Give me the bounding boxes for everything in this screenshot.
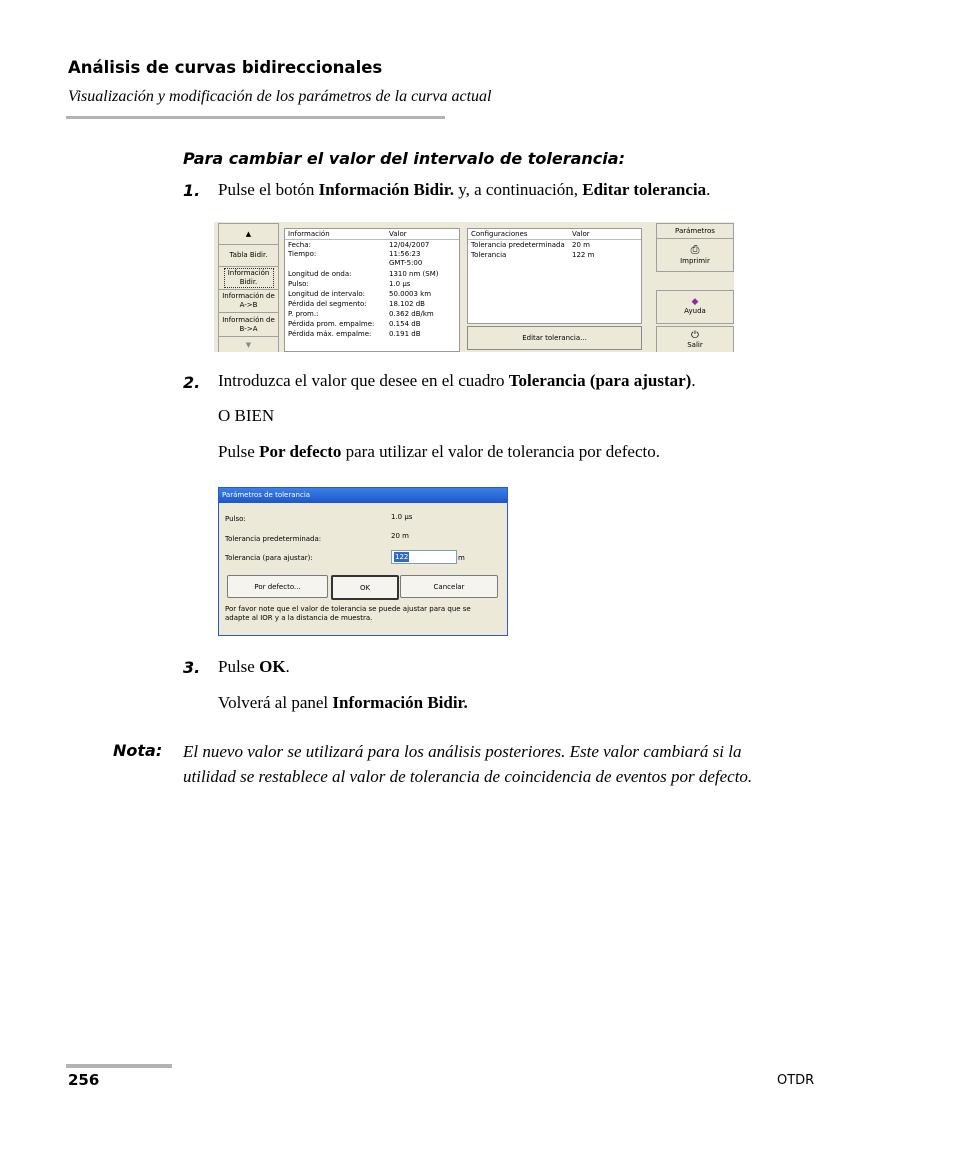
tolerance-input[interactable]: 122 bbox=[391, 550, 457, 564]
edit-tolerance-button[interactable]: Editar tolerancia... bbox=[467, 326, 642, 350]
config-header-name: Configuraciones bbox=[471, 230, 528, 238]
tolerance-dialog bbox=[218, 487, 508, 636]
tab-bidir-table[interactable]: Tabla Bidir. bbox=[218, 244, 279, 267]
note-text: El nuevo valor se utilizará para los análisis posteriores. Este valor cambiará si la utilidad se restablece al valor de tolerancia de coincidencia de eventos por defecto. bbox=[183, 742, 753, 786]
help-button[interactable]: ◆ Ayuda bbox=[656, 290, 734, 324]
step-1-number: 1. bbox=[183, 181, 201, 200]
pulse-label: Pulso: bbox=[225, 515, 246, 523]
exit-button[interactable]: ⏻ Salir bbox=[656, 326, 734, 352]
step-3-number: 3. bbox=[183, 658, 201, 677]
step-2-number: 2. bbox=[183, 373, 201, 392]
dialog-title: Parámetros de tolerancia bbox=[219, 488, 507, 503]
help-book-icon: ◆ bbox=[691, 297, 699, 307]
default-tolerance-label: Tolerancia predeterminada: bbox=[225, 535, 322, 543]
scroll-up-button[interactable] bbox=[218, 223, 279, 245]
header-rule bbox=[66, 116, 445, 119]
tab-bidir-info[interactable]: Información Bidir. bbox=[218, 266, 279, 290]
config-header-value: Valor bbox=[572, 230, 590, 238]
footer-rule bbox=[66, 1064, 172, 1068]
info-header-name: Información bbox=[288, 230, 330, 238]
section-subtitle: Visualización y modificación de los parámetros de la curva actual bbox=[68, 88, 492, 105]
printer-icon: ⎙ bbox=[690, 243, 700, 256]
note-label: Nota: bbox=[113, 741, 163, 760]
config-panel: Configuraciones Valor Tolerancia predeterminada 20 m Tolerancia 122 m bbox=[467, 228, 642, 324]
procedure-title: Para cambiar el valor del intervalo de tolerancia: bbox=[183, 149, 625, 168]
pulse-value: 1.0 µs bbox=[391, 513, 413, 521]
arrow-up-icon: ▲ bbox=[245, 229, 252, 238]
info-panel: Información Valor Fecha: 12/04/2007 Tiempo: 11:56:23 GMT-5:00 Longitud de onda: 1310 nm (SM) Pulso: 1.0 µs Longitud de intervalo: 50.0003 km Pérdida del segmento: 18.102 dB P. prom.: 0.362 dB/km Pérdida prom. empalme: 0.154 dB Pérdida máx. empalme: 0.191 dB bbox=[284, 228, 460, 352]
cancel-button[interactable]: Cancelar bbox=[400, 575, 498, 598]
tab-info-b-a[interactable]: Información de B->A bbox=[218, 312, 279, 337]
step-1-text: Pulse el botón Información Bidir. y, a continuación, Editar tolerancia. bbox=[218, 180, 711, 199]
step-3-text: Pulse OK. bbox=[218, 657, 290, 676]
step-2-alt-text: Pulse Por defecto para utilizar el valor de tolerancia por defecto. bbox=[218, 442, 660, 461]
tolerance-unit: m bbox=[458, 554, 465, 562]
section-title: Análisis de curvas bidireccionales bbox=[68, 58, 383, 77]
arrow-down-icon: ▼ bbox=[245, 340, 252, 349]
step-2-or: O BIEN bbox=[218, 406, 275, 425]
step-3-result: Volverá al panel Información Bidir. bbox=[218, 693, 468, 712]
ok-button[interactable]: OK bbox=[331, 575, 399, 600]
default-button[interactable]: Por defecto... bbox=[227, 575, 328, 598]
scroll-down-button[interactable] bbox=[218, 336, 279, 352]
default-tolerance-value: 20 m bbox=[391, 532, 409, 540]
tolerance-input-label: Tolerancia (para ajustar): bbox=[225, 554, 313, 562]
bidir-info-screenshot bbox=[214, 222, 734, 352]
print-button[interactable]: ⎙ Imprimir bbox=[656, 238, 734, 272]
document-name: OTDR bbox=[777, 1073, 815, 1088]
tab-info-a-b[interactable]: Información de A->B bbox=[218, 289, 279, 313]
page-number: 256 bbox=[68, 1071, 100, 1089]
parameters-button[interactable]: Parámetros bbox=[656, 223, 734, 239]
info-header-value: Valor bbox=[389, 230, 407, 238]
dialog-note: Por favor note que el valor de tolerancia se puede ajustar para que se adapte al IOR y a la distancia de muestra. bbox=[225, 605, 471, 622]
step-2-text: Introduzca el valor que desee en el cuadro Tolerancia (para ajustar). bbox=[218, 371, 696, 390]
power-icon: ⏻ bbox=[691, 330, 699, 341]
